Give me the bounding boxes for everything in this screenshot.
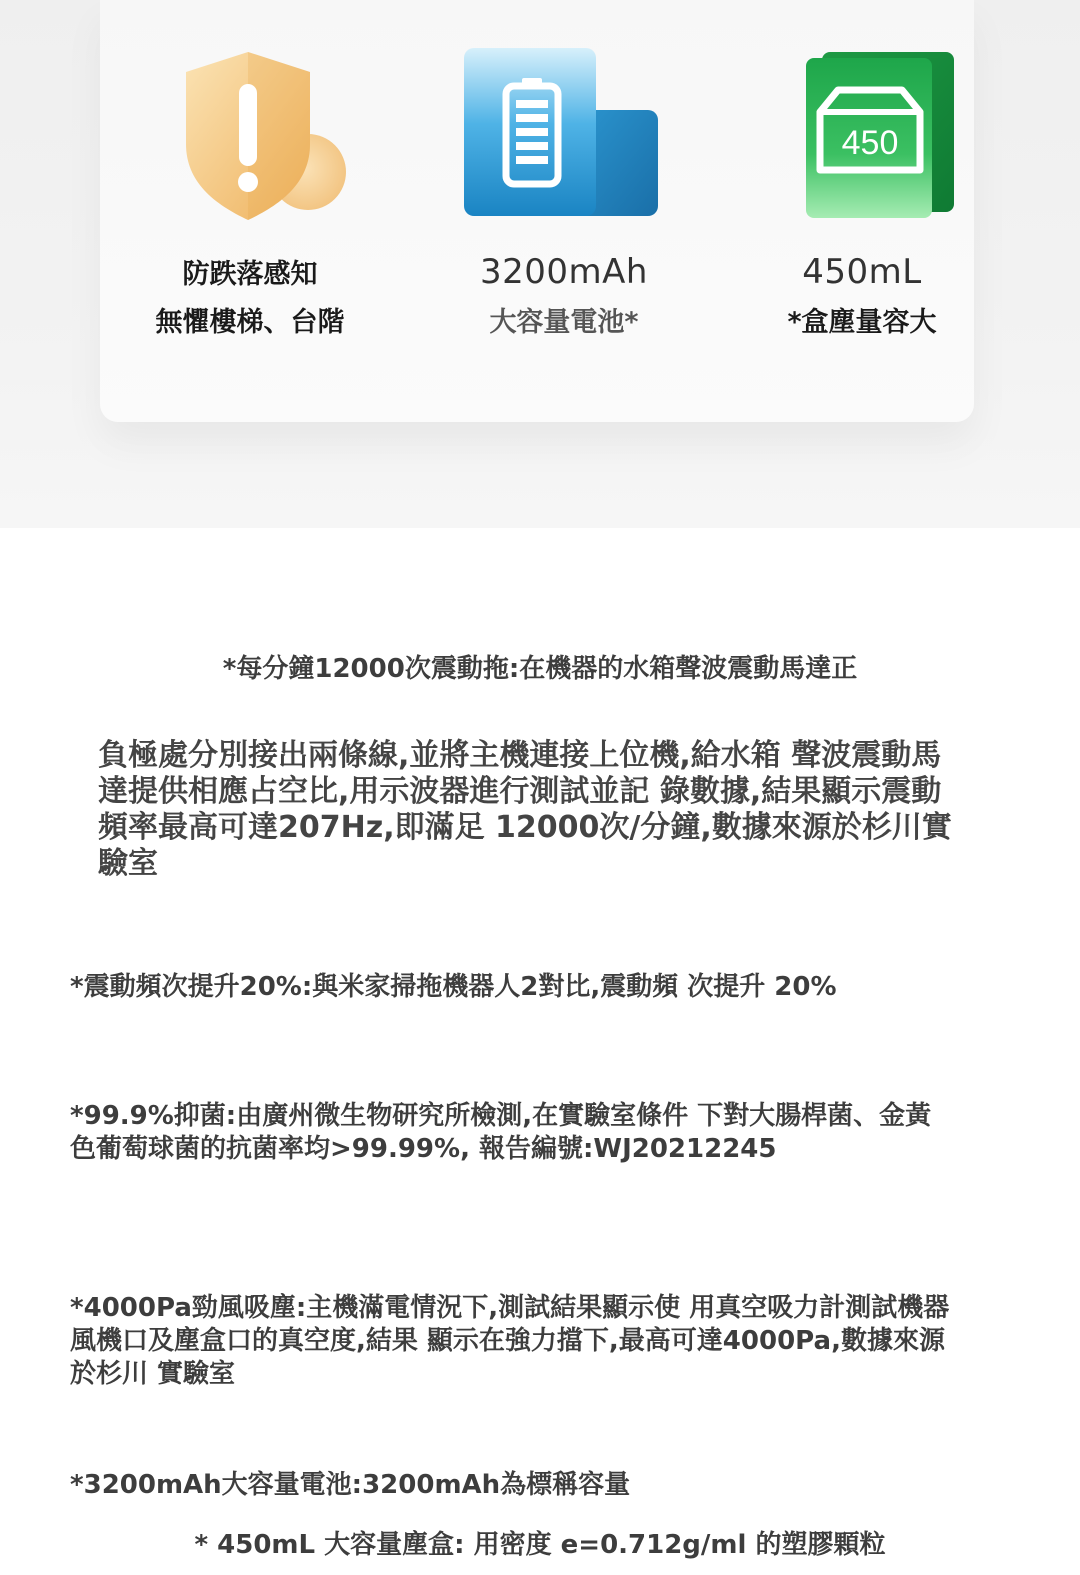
note-frequency: *震動頻次提升20%:與米家掃拖機器人2對比,震動頻 次提升 20% — [70, 972, 837, 1002]
feature-anti-fall-subtitle: 無懼樓梯、台階 — [155, 307, 345, 338]
note-dustbox: * 450mL 大容量塵盒: 用密度 e=0.712g/ml 的塑膠顆粒 — [194, 1530, 886, 1560]
feature-dust-box-title: 450mL — [802, 252, 922, 292]
note-suction: *4000Pa勁風吸塵:主機滿電情況下,測試結果顯示使 用真空吸力計測試機器風機口及塵盒口的真空度,結果 顯示在強力擋下,最高可達4000Pa,數據來源於杉川 實驗室 — [70, 1293, 950, 1389]
dust-box-icon-text: 450 — [841, 124, 899, 162]
note-vibration-body: 負極處分別接出兩條線,並將主機連接上位機,給水箱 聲波震動馬達提供相應占空比,用示波器進行測試並記 錄數據,結果顯示震動頻率最高可達207Hz,即滿足 12000次/分鐘,數據來源於杉川實驗室 — [98, 738, 952, 881]
feature-dust-box-subtitle: *盒塵量容大 — [787, 307, 937, 338]
note-vibration-title: *每分鐘12000次震動拖:在機器的水箱聲波震動馬達正 — [222, 654, 858, 684]
feature-anti-fall — [100, 0, 400, 360]
shield-warning-icon — [150, 48, 350, 228]
feature-anti-fall-title: 防跌落感知 — [182, 259, 318, 290]
feature-battery-subtitle: 大容量電池* — [489, 307, 639, 338]
battery-icon — [464, 48, 664, 228]
note-antibacterial: *99.9%抑菌:由廣州微生物研究所檢測,在實驗室條件 下對大腸桿菌、金黃色葡萄球菌的抗菌率均>99.99%, 報告編號:WJ20212245 — [70, 1101, 932, 1164]
feature-card — [100, 0, 974, 422]
feature-dust-box — [712, 0, 1012, 360]
feature-battery-title: 3200mAh — [480, 252, 648, 292]
dust-box-icon — [780, 48, 980, 228]
feature-battery — [414, 0, 714, 360]
note-battery: *3200mAh大容量電池:3200mAh為標稱容量 — [70, 1470, 631, 1500]
